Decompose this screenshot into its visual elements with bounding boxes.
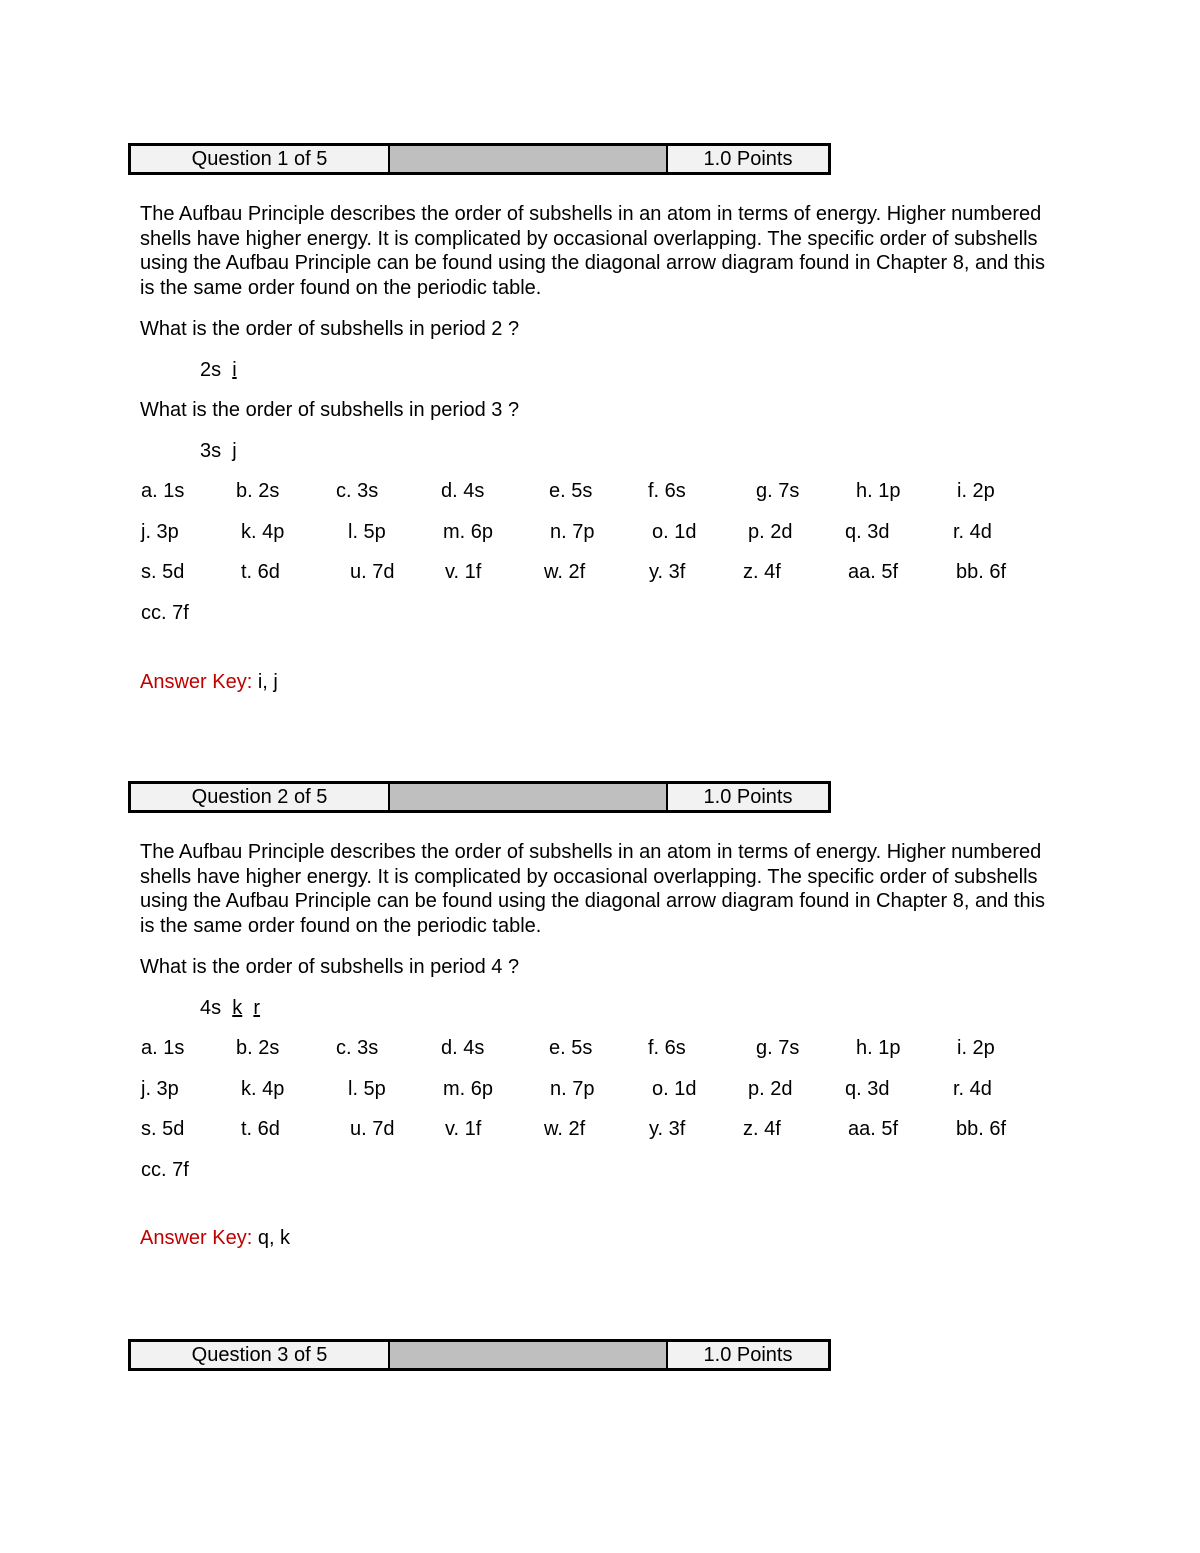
option-item[interactable]: r. 4d	[953, 520, 992, 543]
option-item[interactable]: v. 1f	[445, 1118, 482, 1140]
question-points: 1.0 Points	[703, 1344, 793, 1366]
option-item[interactable]: i. 2p	[957, 1037, 995, 1059]
answer-key-value: q, k	[252, 1227, 291, 1249]
option-item[interactable]: u. 7d	[350, 561, 395, 583]
option-item[interactable]: s. 5d	[141, 1118, 185, 1140]
option-item[interactable]: l. 5p	[348, 520, 386, 543]
question-1-prompt-1: What is the order of subshells in period 2 ?	[140, 318, 520, 340]
option-item[interactable]: n. 7p	[550, 520, 595, 543]
option-item[interactable]: f. 6s	[648, 1037, 686, 1059]
answer-key-value: i, j	[252, 671, 278, 693]
option-item[interactable]: o. 1d	[652, 520, 697, 543]
option-item[interactable]: p. 2d	[748, 520, 793, 543]
question-1-answer-key	[140, 670, 278, 694]
answer-prefix: 4s	[200, 997, 222, 1019]
progress-bar	[390, 1342, 668, 1368]
option-item[interactable]: b. 2s	[236, 480, 280, 502]
option-item[interactable]: b. 2s	[236, 1037, 280, 1059]
option-item[interactable]: cc. 7f	[141, 601, 189, 624]
question-title: Question 3 of 5	[131, 1342, 390, 1368]
option-item[interactable]: t. 6d	[241, 1118, 280, 1140]
option-item[interactable]: a. 1s	[141, 480, 185, 502]
option-item[interactable]: r. 4d	[953, 1077, 992, 1100]
option-item[interactable]: y. 3f	[649, 1118, 686, 1140]
option-item[interactable]: d. 4s	[441, 480, 485, 502]
question-2-answer-key	[140, 1226, 290, 1250]
question-2-answer-1	[200, 996, 260, 1020]
question-1-paragraph: The Aufbau Principle describes the order of subshells in an atom in terms of energy. Higher numbered shells have higher energy. It is complicated by occasional overlapping. The specific order of subshells using the Aufbau Principle can be found using the diagonal arrow diagram found in Chapter 8, and this is the same order found on the periodic table.	[140, 203, 1046, 299]
option-item[interactable]: d. 4s	[441, 1037, 485, 1059]
option-item[interactable]: l. 5p	[348, 1077, 386, 1100]
option-item[interactable]: o. 1d	[652, 1077, 697, 1100]
option-item[interactable]: h. 1p	[856, 480, 901, 502]
answer-blank[interactable]: r	[253, 997, 261, 1019]
option-item[interactable]: t. 6d	[241, 561, 280, 583]
option-item[interactable]: k. 4p	[241, 1077, 285, 1100]
option-item[interactable]: c. 3s	[336, 480, 379, 502]
option-item[interactable]: u. 7d	[350, 1118, 395, 1140]
option-item[interactable]: e. 5s	[549, 1037, 593, 1059]
question-1-answer-1	[200, 358, 237, 382]
question-1-prompt-2: What is the order of subshells in period 3 ?	[140, 399, 520, 421]
option-item[interactable]: cc. 7f	[141, 1158, 189, 1181]
answer-key-label: Answer Key:	[140, 671, 253, 693]
question-1-answer-2	[200, 439, 237, 463]
option-item[interactable]: aa. 5f	[848, 1118, 899, 1140]
option-item[interactable]: j. 3p	[141, 1077, 179, 1100]
option-item[interactable]: s. 5d	[141, 561, 185, 583]
option-item[interactable]: c. 3s	[336, 1037, 379, 1059]
option-item[interactable]: z. 4f	[743, 1118, 781, 1140]
question-points: 1.0 Points	[703, 786, 793, 808]
option-item[interactable]: p. 2d	[748, 1077, 793, 1100]
option-item[interactable]: w. 2f	[544, 561, 586, 583]
question-1-header	[128, 143, 831, 175]
progress-bar	[390, 146, 668, 172]
option-item[interactable]: q. 3d	[845, 520, 890, 543]
answer-blank[interactable]: k	[232, 997, 243, 1019]
option-item[interactable]: bb. 6f	[956, 1118, 1007, 1140]
question-title: Question 2 of 5	[131, 784, 390, 810]
option-item[interactable]: j. 3p	[141, 520, 179, 543]
option-item[interactable]: m. 6p	[443, 1077, 494, 1100]
question-title: Question 1 of 5	[131, 146, 390, 172]
option-item[interactable]: e. 5s	[549, 480, 593, 502]
option-item[interactable]: i. 2p	[957, 480, 995, 502]
answer-prefix: 2s	[200, 359, 222, 381]
option-item[interactable]: bb. 6f	[956, 561, 1007, 583]
option-item[interactable]: y. 3f	[649, 561, 686, 583]
progress-bar	[390, 784, 668, 810]
option-item[interactable]: a. 1s	[141, 1037, 185, 1059]
question-3-header	[128, 1339, 831, 1371]
question-2-prompt-1: What is the order of subshells in period 4 ?	[140, 956, 520, 978]
option-item[interactable]: k. 4p	[241, 520, 285, 543]
option-item[interactable]: f. 6s	[648, 480, 686, 502]
option-item[interactable]: g. 7s	[756, 480, 800, 502]
option-item[interactable]: aa. 5f	[848, 561, 899, 583]
answer-key-label: Answer Key:	[140, 1227, 253, 1249]
option-item[interactable]: g. 7s	[756, 1037, 800, 1059]
option-item[interactable]: m. 6p	[443, 520, 494, 543]
option-item[interactable]: n. 7p	[550, 1077, 595, 1100]
option-item[interactable]: h. 1p	[856, 1037, 901, 1059]
question-2-paragraph: The Aufbau Principle describes the order of subshells in an atom in terms of energy. Higher numbered shells have higher energy. It is complicated by occasional overlapping. The specific order of subshells using the Aufbau Principle can be found using the diagonal arrow diagram found in Chapter 8, and this is the same order found on the periodic table.	[140, 841, 1046, 937]
option-item[interactable]: w. 2f	[544, 1118, 586, 1140]
option-item[interactable]: q. 3d	[845, 1077, 890, 1100]
question-2-header	[128, 781, 831, 813]
answer-blank[interactable]: i	[232, 359, 237, 381]
answer-prefix: 3s	[200, 440, 222, 462]
answer-blank[interactable]: j	[232, 440, 237, 462]
option-item[interactable]: v. 1f	[445, 561, 482, 583]
option-item[interactable]: z. 4f	[743, 561, 781, 583]
question-points: 1.0 Points	[703, 148, 793, 170]
